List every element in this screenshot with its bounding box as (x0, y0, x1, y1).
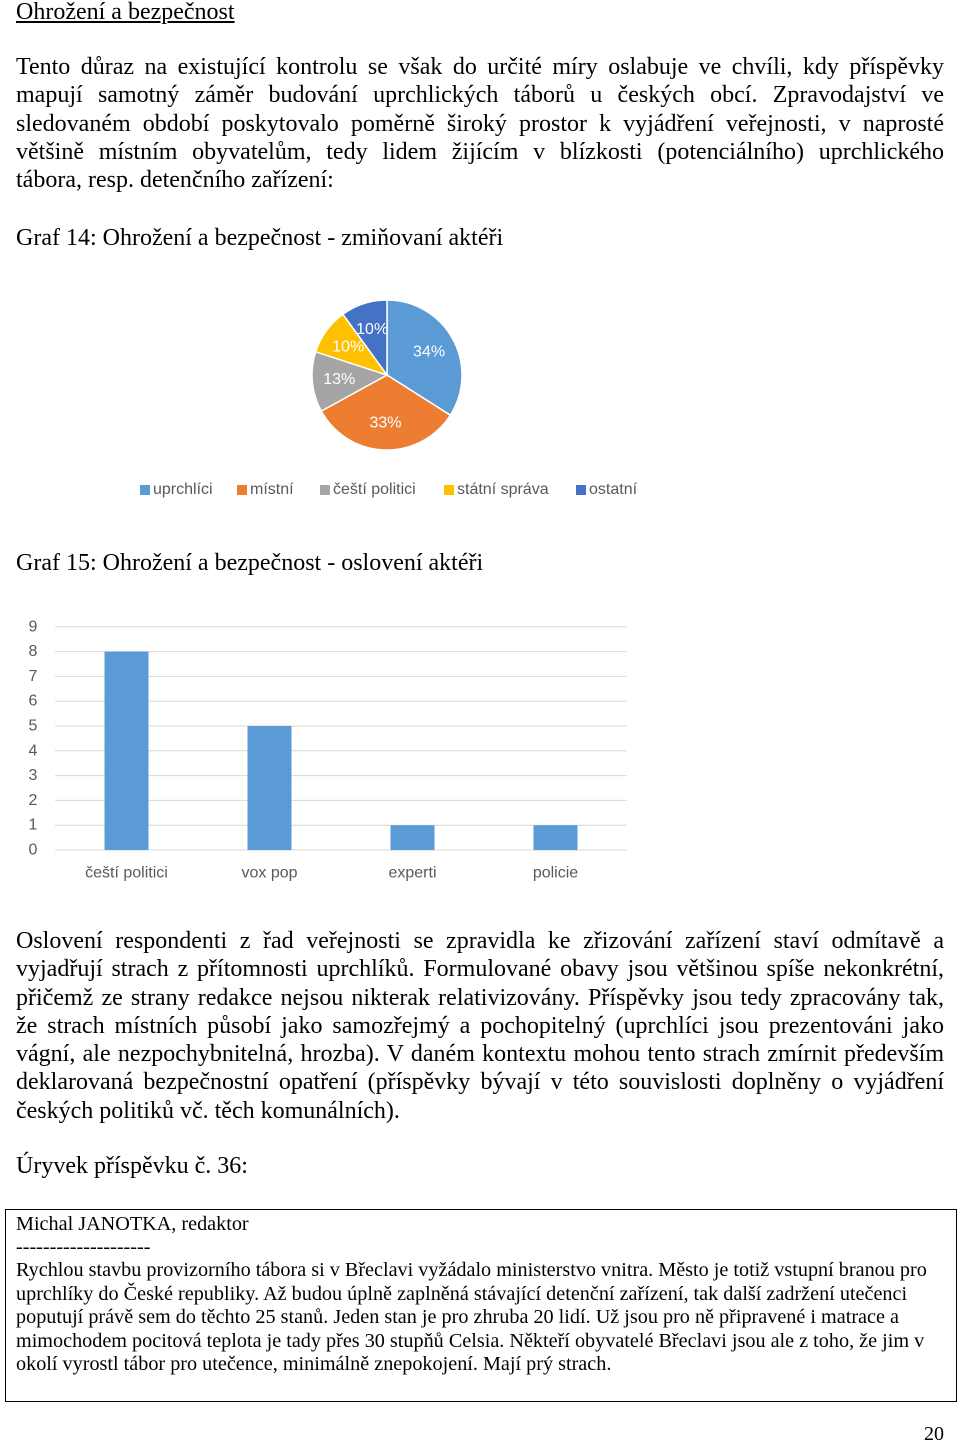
y-tick-label: 4 (28, 742, 38, 760)
intro-paragraph-line: tábora, resp. detenčního zařízení: (16, 167, 334, 194)
page-number: 20 (924, 1423, 944, 1445)
section-heading: Ohrožení a bezpečnost (16, 0, 235, 25)
analysis-paragraph-line: českých politiků vč. těch komunálních). (16, 1097, 400, 1124)
analysis-paragraph-line: že strach místních působí jako samozřejmý a pochopitelný (uprchlíci jsou prezentováni jako (16, 1012, 944, 1039)
y-tick-label: 6 (28, 692, 38, 710)
analysis-paragraph (16, 927, 944, 1125)
excerpt-line: mimochodem pocitová teplota je tady přes 30 stupňů Celsia. Někteří obyvatelé Břeclavi jsou ale z toho, že jim v (16, 1329, 925, 1352)
figure-14-caption: Graf 14: Ohrožení a bezpečnost - zmiňovaní aktéři (16, 225, 504, 251)
category-label: vox pop (241, 864, 298, 882)
category-label: experti (388, 864, 437, 882)
y-tick-label: 9 (28, 618, 38, 636)
pie-data-label: 34% (413, 343, 446, 361)
bar-vox-pop (248, 726, 292, 850)
bar-cesti-politici (105, 652, 149, 850)
legend-swatch (237, 485, 247, 495)
y-tick-label: 2 (28, 791, 38, 809)
pie-data-label: 10% (356, 320, 389, 338)
pie-data-label: 10% (332, 338, 365, 356)
intro-paragraph-line: sledovaném období poskytovalo poměrně široký prostor k vyjádření veřejnosti, v naprosté (16, 110, 944, 137)
y-tick-label: 1 (28, 816, 38, 834)
analysis-paragraph-line: deklarovaná bezpečnostní opatření (příspěvky bývají v této souvislosti doplněny o vyjádření (16, 1069, 944, 1096)
pie-chart-legend (0, 480, 960, 500)
y-tick-label: 7 (28, 667, 38, 685)
analysis-paragraph-line: Oslovení respondenti z řad veřejnosti se zpravidla ke zřizování zařízení staví odmítavě a (16, 928, 944, 954)
legend-swatch (444, 485, 454, 495)
legend-swatch (320, 485, 330, 495)
pie-chart (307, 295, 467, 455)
y-tick-label: 8 (28, 643, 38, 661)
legend-label: ostatní (589, 481, 638, 498)
legend-label: čeští politici (333, 481, 416, 498)
excerpt-label: Úryvek příspěvku č. 36: (16, 1153, 248, 1179)
bar-chart (0, 610, 640, 890)
intro-paragraph (16, 53, 944, 194)
analysis-paragraph-line: vágní, ale nezpochybnitelná, hrozba). V daném kontextu mohou tento strach zmírnit především (16, 1041, 944, 1068)
excerpt-line: uprchlíky do České republiky. Až budou úplně zaplněná stávající detenční zařízení, tak další zadržení utečenci (16, 1282, 908, 1305)
bar-policie (534, 825, 578, 850)
y-tick-label: 0 (28, 841, 38, 859)
legend-label: státní správa (457, 481, 549, 498)
legend-label: místní (250, 481, 294, 498)
excerpt-speaker: Michal JANOTKA, redaktor (16, 1212, 249, 1235)
figure-15-caption: Graf 15: Ohrožení a bezpečnost - oslovení aktéři (16, 550, 484, 576)
pie-data-label: 13% (323, 371, 356, 389)
y-tick-label: 5 (28, 717, 38, 735)
y-tick-label: 3 (28, 767, 38, 785)
excerpt-box (5, 1209, 957, 1402)
excerpt-line: Rychlou stavbu provizorního tábora si v Břeclavi vyžádalo ministerstvo vnitra. Město je totiž vstupní branou pro (16, 1259, 927, 1282)
intro-paragraph-line: většině místním obyvatelům, tedy lidem žijícím v blízkosti (potenciálního) uprchlického (16, 138, 944, 165)
legend-label: uprchlíci (153, 481, 213, 498)
analysis-paragraph-line: vyjadřují strach z přítomnosti uprchlíků. Formulované obavy jsou většinou spíše nekonkrétní, (16, 956, 944, 983)
category-label: čeští politici (85, 864, 168, 882)
excerpt-content (16, 1213, 927, 1377)
legend-swatch (576, 485, 586, 495)
excerpt-line: okolí vyrostl tábor pro utečence, minimálně znepokojení. Mají prý strach. (16, 1352, 612, 1375)
intro-paragraph-line: mapují samotný záměr budování uprchlických táborů u českých obcí. Zpravodajství ve (16, 82, 944, 109)
excerpt-line: poputují právě sem do těchto 25 stanů. Jeden stan je pro zhruba 20 lidí. Už jsou pro ně připravené i matrace a (16, 1306, 899, 1329)
pie-data-label: 33% (369, 414, 402, 432)
analysis-paragraph-line: přičemž ze strany redakce nejsou nikterak relativizovány. Příspěvky jsou tedy zpracovány tak, (16, 984, 944, 1011)
intro-paragraph-line: Tento důraz na existující kontrolu se však do určité míry oslabuje ve chvíli, kdy příspěvky (16, 54, 944, 80)
category-label: policie (532, 864, 579, 882)
legend-swatch (140, 485, 150, 495)
bar-experti (391, 825, 435, 850)
excerpt-separator: -------------------- (16, 1235, 151, 1258)
